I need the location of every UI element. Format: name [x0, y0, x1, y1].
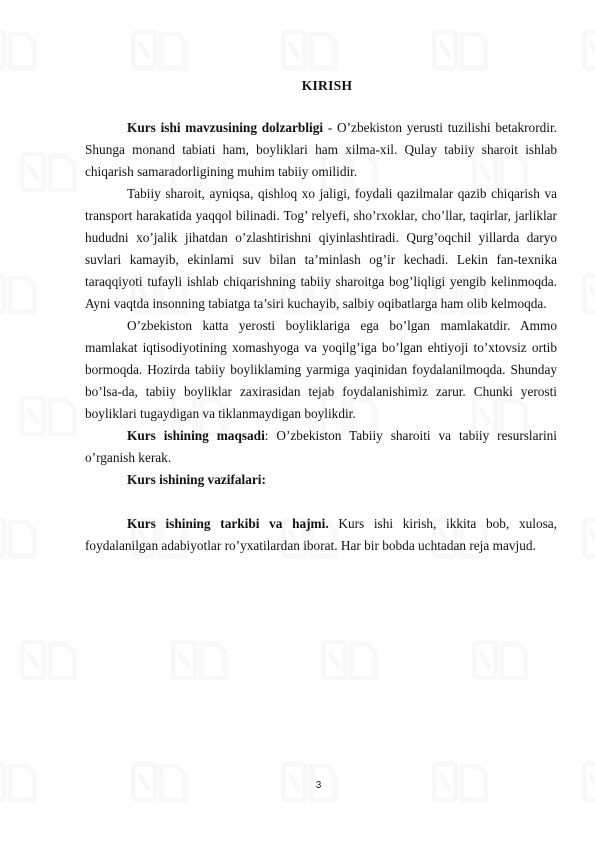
- goal-text: : O’zbekiston Tabiiy sharoiti va tabiiy resurslarini o’rganish kerak.: [85, 428, 557, 465]
- paragraph-resources: O’zbekiston katta yerosti boyliklariga ega bo’lgan mamlakatdir. Ammo mamlakat iqtisodiyotining xomashyoga va yoqilg’iga bo’lgan ehtiyoji to’xtovsiz ortib bormoqda. Hozirda tabiiy boyliklaming yarmiga yaqinidan foydalanilmoqda. Shunday bo’lsa-da, tabiiy boyliklar zaxirasidan tejab foydalanishimiz zarur. Chunki yerosti boyliklari tugaydigan va tiklanmaydigan boylikdir.: [85, 318, 557, 421]
- paragraph-structure: [85, 513, 557, 557]
- logo-watermark-icon: [0, 516, 38, 562]
- page-title: KIRISH: [301, 78, 353, 93]
- logo-watermark-icon: [171, 638, 229, 684]
- logo-watermark-icon: [321, 638, 379, 684]
- paragraph-tasks: [85, 469, 557, 491]
- page-number: 3: [315, 780, 322, 791]
- logo-watermark-icon: [281, 28, 339, 74]
- logo-watermark-icon: [20, 394, 78, 440]
- goal-heading: Kurs ishining maqsadi: [127, 428, 265, 443]
- logo-watermark-icon: [20, 638, 78, 684]
- structure-heading: Kurs ishining tarkibi va hajmi.: [127, 516, 329, 531]
- paragraph-relevance: [85, 117, 557, 183]
- logo-watermark-icon: [20, 150, 78, 196]
- tasks-heading: Kurs ishining vazifalari:: [127, 472, 266, 487]
- relevance-heading: Kurs ishi mavzusining dolzarbligi: [127, 120, 324, 135]
- structure-text: Kurs ishi kirish, ikkita bob, xulosa, foydalanilgan adabiyotlar ro’yxatilardan iborat. Har bir bobda uchtadan reja mavjud.: [85, 516, 557, 553]
- watermark-row: [0, 638, 595, 684]
- document-body: [85, 78, 557, 557]
- logo-watermark-icon: [0, 272, 38, 318]
- relevance-text: - O’zbekiston yerusti tuzilishi betakrordir. Shunga monand tabiati ham, boyliklari ham xilma-xil. Qulay tabiiy sharoit ishlab chiqarish samaradorligining muhim tabiiy omilidir.: [85, 120, 557, 179]
- logo-watermark-icon: [582, 272, 595, 318]
- spacer: [85, 491, 557, 513]
- logo-watermark-icon: [472, 638, 530, 684]
- logo-watermark-icon: [582, 28, 595, 74]
- logo-watermark-icon: [131, 28, 189, 74]
- logo-watermark-icon: [582, 516, 595, 562]
- watermark-row: [0, 28, 595, 74]
- logo-watermark-icon: [0, 28, 38, 74]
- paragraph-goal: [85, 425, 557, 469]
- logo-watermark-icon: [432, 28, 490, 74]
- paragraph-natural-conditions: Tabiiy sharoit, ayniqsa, qishloq xo jaligi, foydali qazilmalar qazib chiqarish va transport harakatida yaqqol bilinadi. Tog’ relyefi, sho’rxoklar, cho’llar, taqirlar, jarliklar hududni xo’jalik jihatdan o’zlashtirishni qiyinlashtiradi. Qurg’oqchil yillarda daryo suvlari kamayib, ekinlami suv bilan ta’minlash og’ir kechadi. Lekin fan-texnika taraqqiyoti tufayli ishlab chiqarishning tabiiy sharoitga bog’liqligi yengib kelinmoqda. Ayni vaqtda insonning tabiatga ta’siri kuchayib, salbiy oqibatlarga ham olib kelmoqda.: [85, 186, 557, 311]
